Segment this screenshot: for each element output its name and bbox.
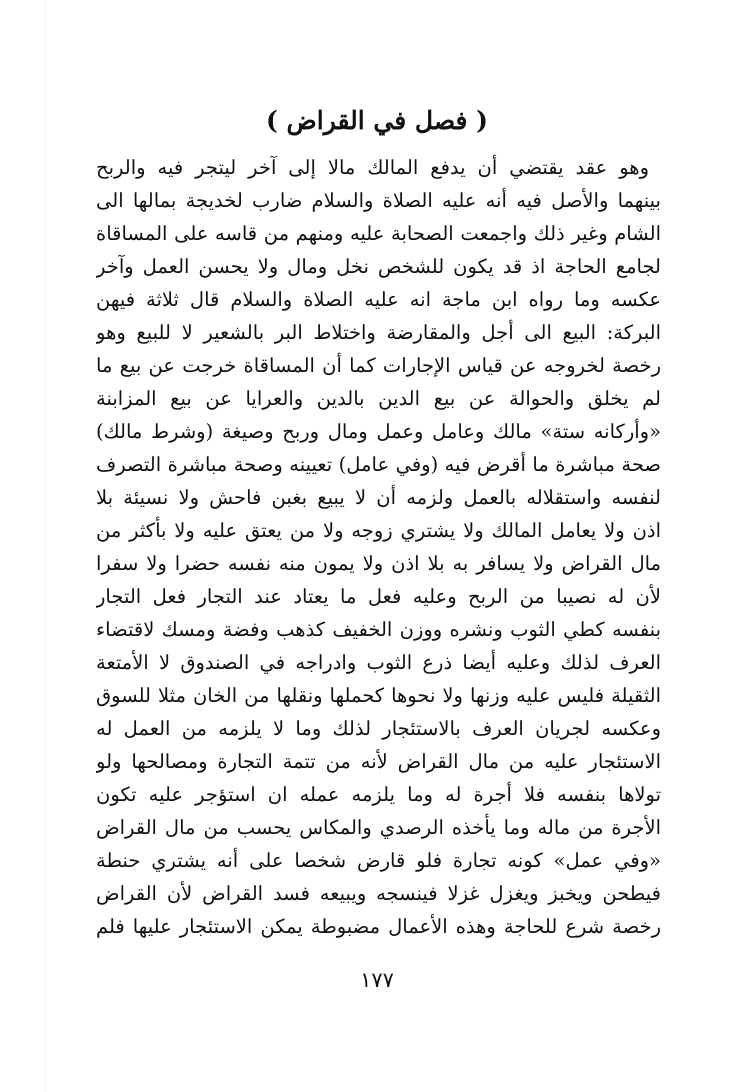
text-line: وعكسه لجريان العرف بالاستئجار لذلك وما لا يلزمه من العمل له bbox=[96, 717, 661, 740]
text-line: رخصة شرع للحاجة وهذه الأعمال مضبوطة يمكن الاستئجار عليها فلم bbox=[96, 915, 661, 938]
text-line: لنفسه واستقلاله بالعمل ولزمه أن لا يبيع بغبن فاحش ولا نسيئة بلا bbox=[96, 486, 661, 509]
text-line: لجامع الحاجة اذ قد يكون للشخص نخل ومال ولا يحسن العمل وآخر bbox=[96, 255, 661, 278]
text-line: الثقيلة فليس عليه وزنها ولا نحوها كحملها ونقلها من الخان مثلا للسوق bbox=[96, 684, 661, 707]
text-line: الأجرة من ماله وما يأخذه الرصدي والمكاس يحسب من مال القراض bbox=[96, 816, 661, 839]
text-line: مال القراض ولا يسافر به بلا اذن ولا يمون منه نفسه حضرا ولا سفرا bbox=[96, 552, 661, 575]
text-line: وهو عقد يقتضي أن يدفع المالك مالا إلى آخر ليتجر فيه والربح bbox=[96, 156, 649, 179]
text-line: لم يخلق والحوالة عن بيع الدين بالدين والعرايا عن بيع المزابنة bbox=[96, 387, 661, 410]
text-line: البركة: البيع الى أجل والمقارضة واختلاط البر بالشعير لا للبيع وهو bbox=[96, 321, 661, 344]
text-line: فيطحن ويخبز ويغزل غزلا فينسجه ويبيعه فسد القراض لأن القراض bbox=[96, 882, 661, 905]
text-line: الاستئجار عليه من مال القراض لأنه من تتمة التجارة ومصالحها ولو bbox=[96, 750, 661, 773]
text-line: تولاها بنفسه فلا أجرة له وما يلزمه عمله ان استؤجر عليه تكون bbox=[96, 783, 661, 806]
text-line: الشام وغير ذلك واجمعت الصحابة عليه ومنهم من قاسه على المساقاة bbox=[96, 222, 661, 245]
text-line: لأن له نصيبا من الربح وعليه فعل ما يعتاد عند التجار فعل التجار bbox=[96, 585, 661, 608]
text-line: عكسه وما رواه ابن ماجة انه عليه الصلاة والسلام قال ثلاثة فيهن bbox=[96, 288, 661, 311]
text-line: العرف لذلك وعليه أيضا ذرع الثوب وادراجه في الصندوق لا الأمتعة bbox=[96, 651, 661, 674]
body-text bbox=[96, 151, 661, 943]
text-line: صحة مباشرة ما أقرض فيه (وفي عامل) تعيينه وصحة مباشرة التصرف bbox=[96, 453, 661, 476]
text-line: رخصة لخروجه عن قياس الإجارات كما أن المساقاة خرجت عن بيع ما bbox=[96, 354, 661, 377]
text-line: اذن ولا يعامل المالك ولا يشتري زوجه ولا من يعتق عليه ولا بأكثر من bbox=[96, 519, 661, 542]
text-line: «وفي عمل» كونه تجارة فلو قارض شخصا على أنه يشتري حنطة bbox=[96, 849, 661, 872]
text-line: «وأركانه ستة» مالك وعامل وعمل ومال وربح وصيغة (وشرط مالك) bbox=[96, 420, 661, 443]
text-line: بينهما والأصل فيه أنه عليه الصلاة والسلام ضارب لخديجة بمالها الى bbox=[96, 189, 661, 212]
scan-edge bbox=[44, 0, 45, 1092]
text-line: بنفسه كطي الثوب ونشره ووزن الخفيف كذهب وفضة ومسك لاقتضاء bbox=[96, 618, 661, 641]
page-number: ١٧٧ bbox=[360, 968, 394, 992]
section-title: ( فصل في القراض ) bbox=[266, 106, 488, 135]
